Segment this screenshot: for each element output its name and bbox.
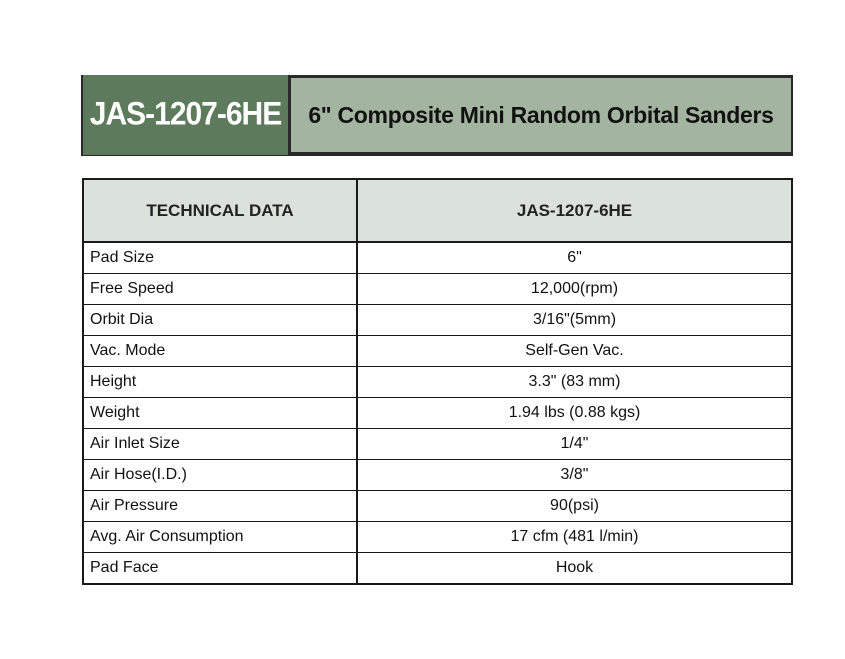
table-row <box>83 460 792 491</box>
spec-value: 3/16"(5mm) <box>357 305 792 336</box>
spec-value: 12,000(rpm) <box>357 274 792 305</box>
table-row <box>83 242 792 274</box>
product-header <box>81 75 793 156</box>
spec-label: Avg. Air Consumption <box>83 522 357 553</box>
column-header-model: JAS-1207-6HE <box>357 179 792 242</box>
spec-value: 17 cfm (481 l/min) <box>357 522 792 553</box>
spec-value: 1/4" <box>357 429 792 460</box>
technical-data-table <box>82 178 793 585</box>
spec-value: 6" <box>357 242 792 274</box>
table-row <box>83 274 792 305</box>
spec-label: Height <box>83 367 357 398</box>
spec-label: Air Hose(I.D.) <box>83 460 357 491</box>
table-row <box>83 398 792 429</box>
spec-label: Pad Size <box>83 242 357 274</box>
table-header-row <box>83 179 792 242</box>
product-title: 6" Composite Mini Random Orbital Sanders <box>308 101 774 128</box>
spec-value: 90(psi) <box>357 491 792 522</box>
spec-value: 3/8" <box>357 460 792 491</box>
spec-value: Self-Gen Vac. <box>357 336 792 367</box>
table-row <box>83 522 792 553</box>
column-header-technical-data: TECHNICAL DATA <box>83 179 357 242</box>
table-row <box>83 336 792 367</box>
spec-value: 1.94 lbs (0.88 kgs) <box>357 398 792 429</box>
model-number: JAS-1207-6HE <box>83 75 291 155</box>
spec-label: Orbit Dia <box>83 305 357 336</box>
table-row <box>83 491 792 522</box>
spec-label: Weight <box>83 398 357 429</box>
spec-label: Air Inlet Size <box>83 429 357 460</box>
spec-value: 3.3" (83 mm) <box>357 367 792 398</box>
table-row <box>83 429 792 460</box>
table-row <box>83 367 792 398</box>
table-row <box>83 553 792 585</box>
spec-label: Air Pressure <box>83 491 357 522</box>
spec-label: Free Speed <box>83 274 357 305</box>
spec-value: Hook <box>357 553 792 585</box>
table-row <box>83 305 792 336</box>
spec-label: Vac. Mode <box>83 336 357 367</box>
spec-label: Pad Face <box>83 553 357 585</box>
